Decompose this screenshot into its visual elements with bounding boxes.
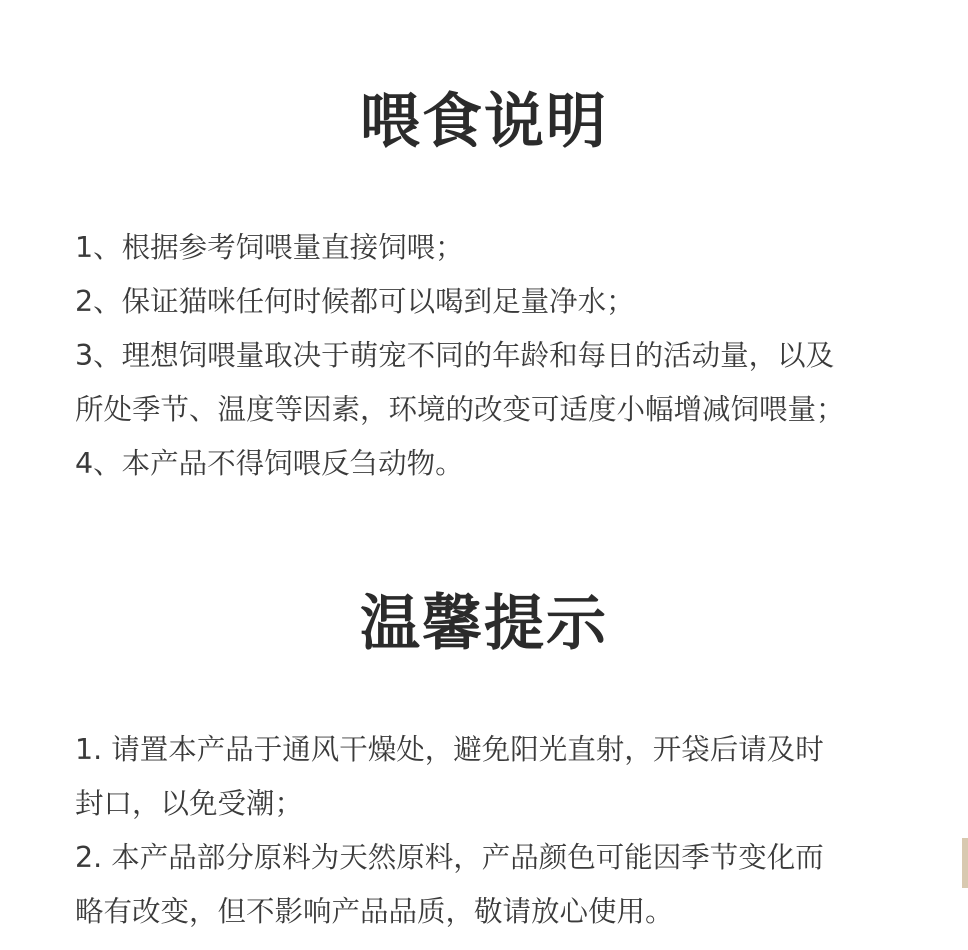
feeding-line-4: 4、本产品不得饲喂反刍动物。 xyxy=(75,447,464,480)
edge-decoration xyxy=(962,838,968,888)
feeding-line-3: 3、理想饲喂量取决于萌宠不同的年龄和每日的活动量，以及 xyxy=(75,339,835,372)
feeding-instructions-list xyxy=(75,221,925,491)
feeding-line-1: 1、根据参考饲喂量直接饲喂； xyxy=(75,231,464,264)
tips-line-1: 1. 请置本产品于通风干燥处，避免阳光直射，开袋后请及时 xyxy=(75,733,824,766)
tips-line-2-continued: 略有改变，但不影响产品品质，敬请放心使用。 xyxy=(75,895,674,928)
feeding-instructions-title: 喂食说明 xyxy=(360,87,608,157)
tips-line-2: 2. 本产品部分原料为天然原料，产品颜色可能因季节变化而 xyxy=(75,841,824,874)
feeding-line-2: 2、保证猫咪任何时候都可以喝到足量净水； xyxy=(75,285,635,318)
tips-line-1-continued: 封口，以免受潮； xyxy=(75,787,304,820)
warm-tips-list xyxy=(75,723,925,939)
feeding-line-3-continued: 所处季节、温度等因素，环境的改变可适度小幅增减饲喂量； xyxy=(75,393,845,426)
warm-tips-title: 温馨提示 xyxy=(360,589,608,659)
